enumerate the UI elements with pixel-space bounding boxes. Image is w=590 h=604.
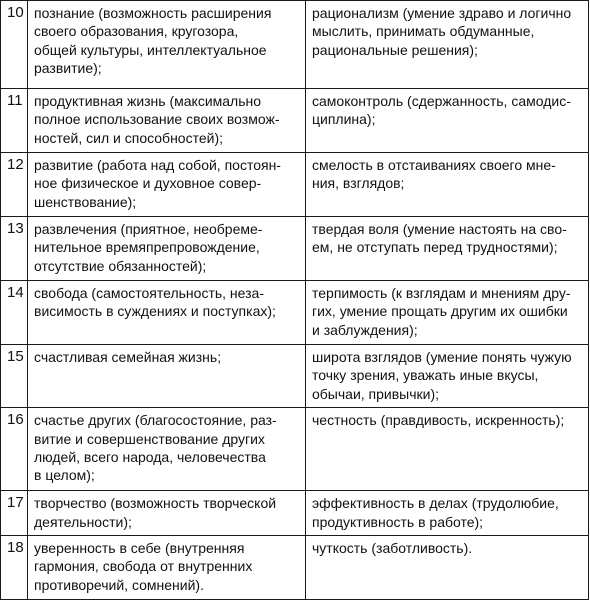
text-line: широта взглядов (умение понять чужую: [312, 349, 572, 365]
text-line: деятельности);: [34, 513, 132, 530]
row-number: 10: [1, 1, 28, 89]
text-line: ния, взглядов;: [312, 175, 405, 192]
table-row: [1, 1, 589, 89]
row-number: 13: [1, 217, 28, 281]
terminal-value-cell: [28, 217, 306, 281]
row-number: 17: [1, 491, 28, 536]
row-number: 12: [1, 153, 28, 217]
text-line: ное физическое и духовное совер-: [34, 175, 262, 192]
text-line: ем, не отступать перед трудностями);: [312, 239, 558, 256]
text-line: счастье других (благосостояние, раз-: [34, 412, 277, 429]
text-line: развитие (работа над собой, постоян-: [34, 157, 281, 173]
terminal-value-cell: [28, 1, 306, 89]
text-line: честность (правдивость, искренность);: [312, 412, 565, 429]
instrumental-value-cell: [306, 281, 589, 345]
text-line: чуткость (заботливость).: [312, 540, 473, 557]
instrumental-value-cell: [306, 536, 589, 600]
terminal-value-cell: [28, 89, 306, 153]
instrumental-value-cell: [306, 408, 589, 491]
table-row: [1, 281, 589, 345]
text-line: общей культуры, интеллектуальное: [34, 41, 267, 58]
text-line: гих, умение прощать другим их ошибки: [312, 303, 568, 320]
instrumental-value-cell: [306, 491, 589, 536]
table-row: [1, 217, 589, 281]
terminal-value-cell: [28, 153, 306, 217]
text-line: шенствование);: [34, 193, 137, 210]
terminal-value-cell: [28, 345, 306, 408]
text-line: развлечения (приятное, необреме-: [34, 221, 263, 237]
instrumental-value-cell: [306, 217, 589, 281]
instrumental-value-cell: [306, 345, 589, 408]
terminal-value-cell: [28, 491, 306, 536]
text-line: нительное времяпрепровождение,: [34, 239, 260, 256]
text-line: продуктивная жизнь (максимально: [34, 93, 262, 109]
text-line: познание (возможность расширения: [34, 5, 272, 21]
terminal-value-cell: [28, 408, 306, 491]
text-line: висимость в суждениях и поступках);: [34, 303, 276, 320]
text-line: циплина);: [312, 111, 376, 128]
text-line: витие и совершенствование других: [34, 430, 265, 447]
text-line: эффективность в делах (трудолюбие,: [312, 495, 559, 512]
text-line: точку зрения, уважать иные вкусы,: [312, 367, 539, 384]
terminal-value-cell: [28, 536, 306, 600]
text-line: твердая воля (умение настоять на сво-: [312, 221, 567, 237]
text-line: уверенность в себе (внутренняя: [34, 540, 245, 557]
text-line: обычаи, привычки);: [312, 385, 440, 402]
text-line: в целом);: [34, 467, 95, 484]
text-line: противоречий, сомнений).: [34, 576, 204, 593]
instrumental-value-cell: [306, 89, 589, 153]
row-number: 14: [1, 281, 28, 345]
text-line: продуктивность в работе);: [312, 513, 484, 530]
text-line: гармония, свобода от внутренних: [34, 558, 253, 575]
text-line: рациональные решения);: [312, 41, 478, 58]
text-line: свобода (самостоятельность, неза-: [34, 285, 265, 301]
table-row: [1, 89, 589, 153]
text-line: ностей, сил и способностей);: [34, 129, 224, 146]
table-row: [1, 491, 589, 536]
row-number: 16: [1, 408, 28, 491]
text-line: терпимость (к взглядам и мнениям дру-: [312, 285, 571, 301]
instrumental-value-cell: [306, 1, 589, 89]
terminal-value-cell: [28, 281, 306, 345]
text-line: своего образования, кругозора,: [34, 23, 239, 40]
table-row: [1, 408, 589, 491]
text-line: отсутствие обязанностей);: [34, 257, 207, 274]
instrumental-value-cell: [306, 153, 589, 217]
row-number: 11: [1, 89, 28, 153]
text-line: развитие);: [34, 60, 102, 77]
text-line: людей, всего народа, человечества: [34, 449, 266, 466]
text-line: рационализм (умение здраво и логично: [312, 5, 572, 21]
table-row: [1, 536, 589, 600]
text-line: творчество (возможность творческой: [34, 495, 277, 512]
text-line: самоконтроль (сдержанность, самодис-: [312, 93, 571, 109]
row-number: 15: [1, 345, 28, 408]
text-line: счастливая семейная жизнь;: [34, 349, 222, 365]
text-line: мыслить, принимать обдуманные,: [312, 23, 535, 40]
table-row: [1, 153, 589, 217]
table-row: [1, 345, 589, 408]
text-line: смелость в отстаиваниях своего мне-: [312, 157, 556, 173]
text-line: и заблуждения);: [312, 321, 418, 338]
text-line: полное использование своих возмож-: [34, 111, 280, 128]
row-number: 18: [1, 536, 28, 600]
